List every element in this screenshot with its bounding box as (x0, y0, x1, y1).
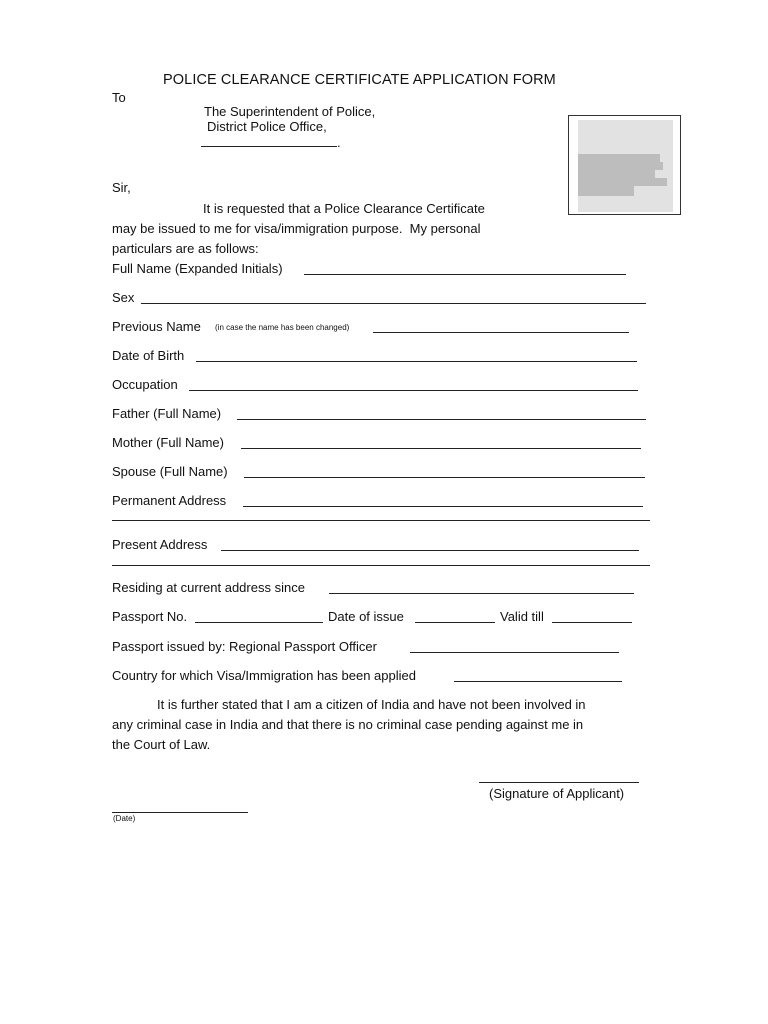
present-address-field[interactable] (221, 550, 639, 551)
spouse-label: Spouse (Full Name) (112, 464, 228, 479)
dob-label: Date of Birth (112, 348, 185, 363)
form-title: POLICE CLEARANCE CERTIFICATE APPLICATION FORM (163, 72, 556, 88)
date-field[interactable] (112, 812, 248, 813)
addressee-line-3-suffix: . (337, 135, 341, 150)
permanent-address-label: Permanent Address (112, 493, 227, 508)
addressee-line-1: The Superintendent of Police, (204, 104, 376, 119)
occupation-field[interactable] (189, 390, 638, 391)
photo-image (578, 120, 673, 212)
full-name-field[interactable] (304, 274, 626, 275)
present-address-label: Present Address (112, 537, 208, 552)
passport-issued-by-label: Passport issued by: Regional Passport Officer (112, 639, 377, 654)
intro-line-1: It is requested that a Police Clearance Certificate (203, 201, 485, 216)
dob-field[interactable] (196, 361, 637, 362)
valid-till-label: Valid till (500, 609, 544, 624)
declaration-line-1: It is further stated that I am a citizen of India and have not been involved in (157, 697, 586, 712)
addressee-line-2: District Police Office, (207, 119, 327, 134)
salutation: Sir, (112, 180, 131, 195)
intro-line-2: may be issued to me for visa/immigration purpose. My personal (112, 221, 481, 236)
mother-field[interactable] (241, 448, 641, 449)
intro-line-3: particulars are as follows: (112, 241, 259, 256)
mother-label: Mother (Full Name) (112, 435, 224, 450)
permanent-address-field-2[interactable] (112, 520, 650, 521)
spouse-field[interactable] (244, 477, 645, 478)
previous-name-note: (in case the name has been changed) (215, 323, 350, 332)
valid-till-field[interactable] (552, 622, 632, 623)
residing-since-field[interactable] (329, 593, 634, 594)
passport-no-field[interactable] (195, 622, 323, 623)
sex-label: Sex (112, 290, 135, 305)
occupation-label: Occupation (112, 377, 178, 392)
photo-placeholder[interactable] (568, 115, 681, 215)
to-label: To (112, 90, 126, 105)
father-field[interactable] (237, 419, 646, 420)
passport-no-label: Passport No. (112, 609, 188, 624)
declaration-line-3: the Court of Law. (112, 737, 211, 752)
date-of-issue-label: Date of issue (328, 609, 404, 624)
previous-name-field[interactable] (373, 332, 629, 333)
signature-label: (Signature of Applicant) (489, 786, 625, 801)
signature-field[interactable] (479, 782, 639, 783)
passport-issued-by-field[interactable] (410, 652, 619, 653)
present-address-field-2[interactable] (112, 565, 650, 566)
declaration-line-2: any criminal case in India and that there is no criminal case pending against me in (112, 717, 584, 732)
permanent-address-field[interactable] (243, 506, 643, 507)
full-name-label: Full Name (Expanded Initials) (112, 261, 283, 276)
country-field[interactable] (454, 681, 622, 682)
date-label: (Date) (113, 814, 136, 823)
previous-name-label: Previous Name (112, 319, 201, 334)
father-label: Father (Full Name) (112, 406, 222, 421)
date-of-issue-field[interactable] (415, 622, 495, 623)
country-label: Country for which Visa/Immigration has been applied (112, 668, 416, 683)
residing-since-label: Residing at current address since (112, 580, 305, 595)
district-blank[interactable] (201, 146, 337, 147)
sex-field[interactable] (141, 303, 646, 304)
